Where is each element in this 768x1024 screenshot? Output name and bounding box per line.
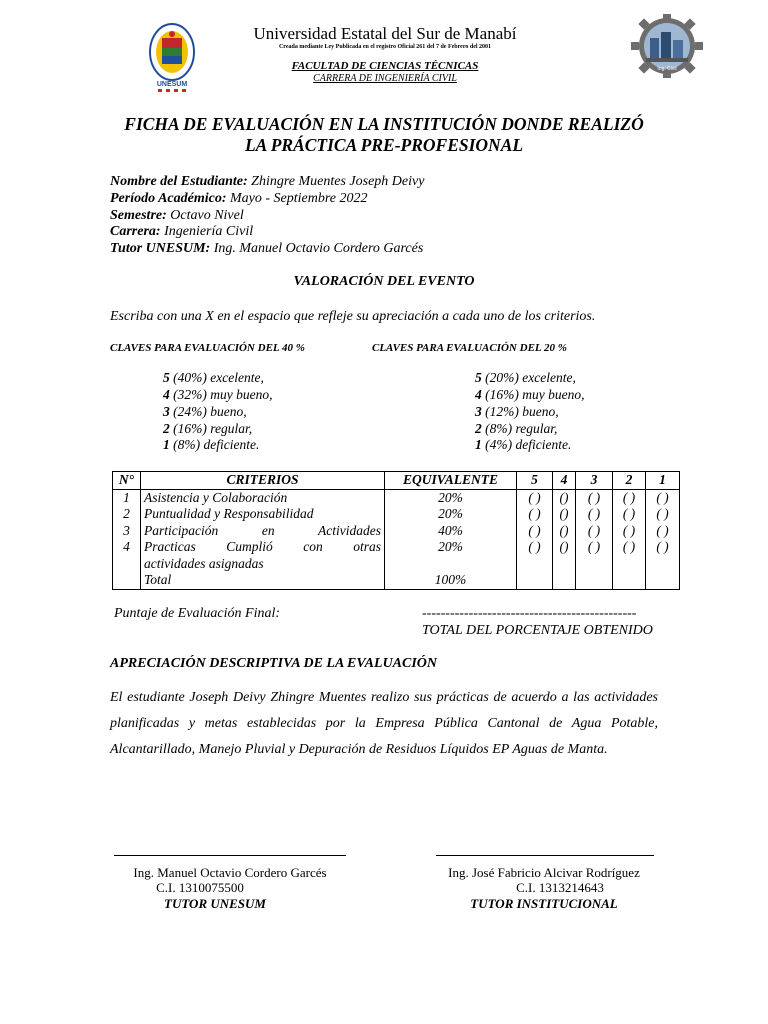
- total-empty-cell: [517, 572, 553, 589]
- header-score-5: 5: [517, 472, 553, 490]
- document-title-line-1: FICHA DE EVALUACIÓN EN LA INSTITUCIÓN DONDE REALIZÓ: [124, 114, 644, 134]
- key-40-number: 5: [163, 370, 170, 385]
- header-score-3: 3: [576, 472, 613, 490]
- score-checkbox[interactable]: ( ): [576, 506, 613, 523]
- total-empty-cell: [576, 572, 613, 589]
- key-20-number: 1: [475, 437, 482, 452]
- score-checkbox[interactable]: ( ): [517, 539, 553, 572]
- tutor-label: Tutor UNESUM:: [110, 241, 211, 256]
- score-checkbox[interactable]: (): [553, 539, 576, 572]
- civil-engineering-logo-text: Ing. Civil: [657, 66, 677, 72]
- instruction-text: Escriba con una X en el espacio que refleje su apreciación a cada uno de los criterios.: [110, 309, 596, 324]
- score-checkbox[interactable]: ( ): [613, 539, 646, 572]
- score-checkbox[interactable]: ( ): [646, 539, 680, 572]
- career-row: [110, 224, 253, 240]
- final-score-total-label: TOTAL DEL PORCENTAJE OBTENIDO: [422, 623, 653, 638]
- keys-40-heading: CLAVES PARA EVALUACIÓN DEL 40 %: [110, 342, 305, 354]
- criteria-table: [112, 471, 680, 590]
- tutor-row: [110, 241, 423, 257]
- unesum-logo: [148, 22, 196, 94]
- key-40-text: (8%) deficiente.: [169, 437, 260, 452]
- event-title: VALORACIÓN DEL EVENTO: [293, 274, 475, 289]
- student-name-label: Nombre del Estudiante:: [110, 174, 248, 189]
- total-empty-cell: [646, 572, 680, 589]
- key-40-text: (24%) bueno,: [169, 404, 247, 419]
- key-20-item: [475, 387, 584, 403]
- row-number: 2: [113, 506, 141, 523]
- signature-left-name: Ing. Manuel Octavio Cordero Garcés: [133, 865, 327, 880]
- university-creation-note: Creada mediante Ley Publicada en el registro Oficial 261 del 7 de Febrero del 2001: [278, 44, 492, 50]
- semester-label: Semestre:: [110, 208, 167, 223]
- key-20-text: (20%) excelente,: [481, 370, 576, 385]
- row-criteria-line-1: Practicas Cumplió con otras: [144, 539, 381, 554]
- score-checkbox[interactable]: ( ): [646, 523, 680, 540]
- key-40-text: (16%) regular,: [169, 421, 253, 436]
- score-checkbox[interactable]: ( ): [576, 489, 613, 506]
- row-criteria: Participación en Actividades: [141, 523, 385, 540]
- score-checkbox[interactable]: ( ): [613, 506, 646, 523]
- description-title: APRECIACIÓN DESCRIPTIVA DE LA EVALUACIÓN: [110, 656, 438, 671]
- score-checkbox[interactable]: (): [553, 489, 576, 506]
- academic-period-value: Mayo - Septiembre 2022: [226, 191, 368, 206]
- semester-value: Octavo Nivel: [166, 208, 244, 223]
- tutor-value: Ing. Manuel Octavio Cordero Garcés: [210, 241, 424, 256]
- faculty-name: FACULTAD DE CIENCIAS TÉCNICAS: [291, 60, 479, 72]
- university-name: Universidad Estatal del Sur de Manabí: [253, 24, 517, 43]
- key-20-number: 4: [475, 387, 482, 402]
- score-checkbox[interactable]: ( ): [613, 489, 646, 506]
- score-checkbox[interactable]: ( ): [576, 523, 613, 540]
- key-20-number: 5: [475, 370, 482, 385]
- row-criteria: [141, 539, 385, 572]
- row-equivalent: 20%: [385, 539, 517, 572]
- total-label: Total: [141, 572, 385, 589]
- table-row: [113, 539, 680, 572]
- key-40-item: [163, 404, 247, 420]
- key-40-item: [163, 387, 272, 403]
- academic-period-row: [110, 191, 368, 207]
- table-row: [113, 489, 680, 506]
- table-row: [113, 523, 680, 540]
- career-value: Ingeniería Civil: [160, 224, 254, 239]
- key-40-number: 1: [163, 437, 170, 452]
- key-20-number: 2: [475, 421, 482, 436]
- final-score-label: Puntaje de Evaluación Final:: [114, 606, 281, 621]
- total-value: 100%: [385, 572, 517, 589]
- key-40-item: [163, 370, 264, 386]
- row-equivalent: 40%: [385, 523, 517, 540]
- signature-right-id: C.I. 1313214643: [516, 880, 604, 895]
- key-20-item: [475, 404, 559, 420]
- key-20-text: (12%) bueno,: [481, 404, 559, 419]
- student-name-value: Zhingre Muentes Joseph Deivy: [247, 174, 425, 189]
- header-criteria: CRITERIOS: [141, 472, 385, 490]
- academic-period-label: Período Académico:: [110, 191, 227, 206]
- header-score-1: 1: [646, 472, 680, 490]
- table-total-row: [113, 572, 680, 589]
- total-number-cell: [113, 572, 141, 589]
- key-40-item: [163, 437, 259, 453]
- signature-left-id: C.I. 1310075500: [156, 880, 244, 895]
- signature-right-role: TUTOR INSTITUCIONAL: [470, 896, 618, 911]
- score-checkbox[interactable]: (): [553, 523, 576, 540]
- key-20-number: 3: [475, 404, 482, 419]
- key-40-number: 2: [163, 421, 170, 436]
- signature-line-right: [436, 855, 654, 856]
- score-checkbox[interactable]: (): [553, 506, 576, 523]
- career-label: Carrera:: [110, 224, 161, 239]
- row-criteria-line-2: actividades asignadas: [144, 555, 264, 571]
- unesum-logo-text: UNESUM: [156, 81, 188, 88]
- signature-line-left: [114, 855, 346, 856]
- score-checkbox[interactable]: ( ): [517, 506, 553, 523]
- keys-20-heading: CLAVES PARA EVALUACIÓN DEL 20 %: [372, 342, 567, 354]
- row-criteria: Puntualidad y Responsabilidad: [141, 506, 385, 523]
- row-number: 3: [113, 523, 141, 540]
- signature-right-name: Ing. José Fabricio Alcivar Rodríguez: [448, 865, 640, 880]
- key-40-text: (40%) excelente,: [169, 370, 264, 385]
- score-checkbox[interactable]: ( ): [646, 506, 680, 523]
- total-empty-cell: [553, 572, 576, 589]
- score-checkbox[interactable]: ( ): [517, 523, 553, 540]
- key-40-item: [163, 421, 252, 437]
- row-criteria: Asistencia y Colaboración: [141, 489, 385, 506]
- row-number: 1: [113, 489, 141, 506]
- row-equivalent: 20%: [385, 506, 517, 523]
- row-number: 4: [113, 539, 141, 572]
- key-20-text: (4%) deficiente.: [481, 437, 572, 452]
- student-name-row: [110, 174, 424, 190]
- key-40-number: 3: [163, 404, 170, 419]
- header-equivalent: EQUIVALENTE: [385, 472, 517, 490]
- key-20-text: (8%) regular,: [481, 421, 558, 436]
- civil-engineering-logo: [628, 14, 706, 78]
- table-header-row: [113, 472, 680, 490]
- table-row: [113, 506, 680, 523]
- score-checkbox[interactable]: ( ): [646, 489, 680, 506]
- key-20-item: [475, 437, 571, 453]
- key-40-number: 4: [163, 387, 170, 402]
- score-checkbox[interactable]: ( ): [576, 539, 613, 572]
- signature-left-role: TUTOR UNESUM: [164, 896, 266, 911]
- score-checkbox[interactable]: ( ): [517, 489, 553, 506]
- key-20-item: [475, 421, 557, 437]
- key-20-item: [475, 370, 576, 386]
- key-20-text: (16%) muy bueno,: [481, 387, 585, 402]
- document-title-line-2: LA PRÁCTICA PRE-PROFESIONAL: [244, 135, 524, 155]
- semester-row: [110, 208, 244, 224]
- score-checkbox[interactable]: ( ): [613, 523, 646, 540]
- description-body: El estudiante Joseph Deivy Zhingre Muentes realizo sus prácticas de acuerdo a las actividades planificadas y metas establecidas por la Empresa Pública Cantonal de Agua Potable, Alcantarillado, Manejo Pluvial y Depuración de Residuos Líquidos EP Aguas de Manta.: [110, 690, 658, 757]
- header-number: N°: [113, 472, 141, 490]
- header-score-2: 2: [613, 472, 646, 490]
- key-40-text: (32%) muy bueno,: [169, 387, 273, 402]
- header-score-4: 4: [553, 472, 576, 490]
- row-equivalent: 20%: [385, 489, 517, 506]
- total-empty-cell: [613, 572, 646, 589]
- final-score-line[interactable]: ----------------------------------------------: [422, 606, 637, 621]
- career-name: CARRERA DE INGENIERÍA CIVIL: [313, 73, 457, 84]
